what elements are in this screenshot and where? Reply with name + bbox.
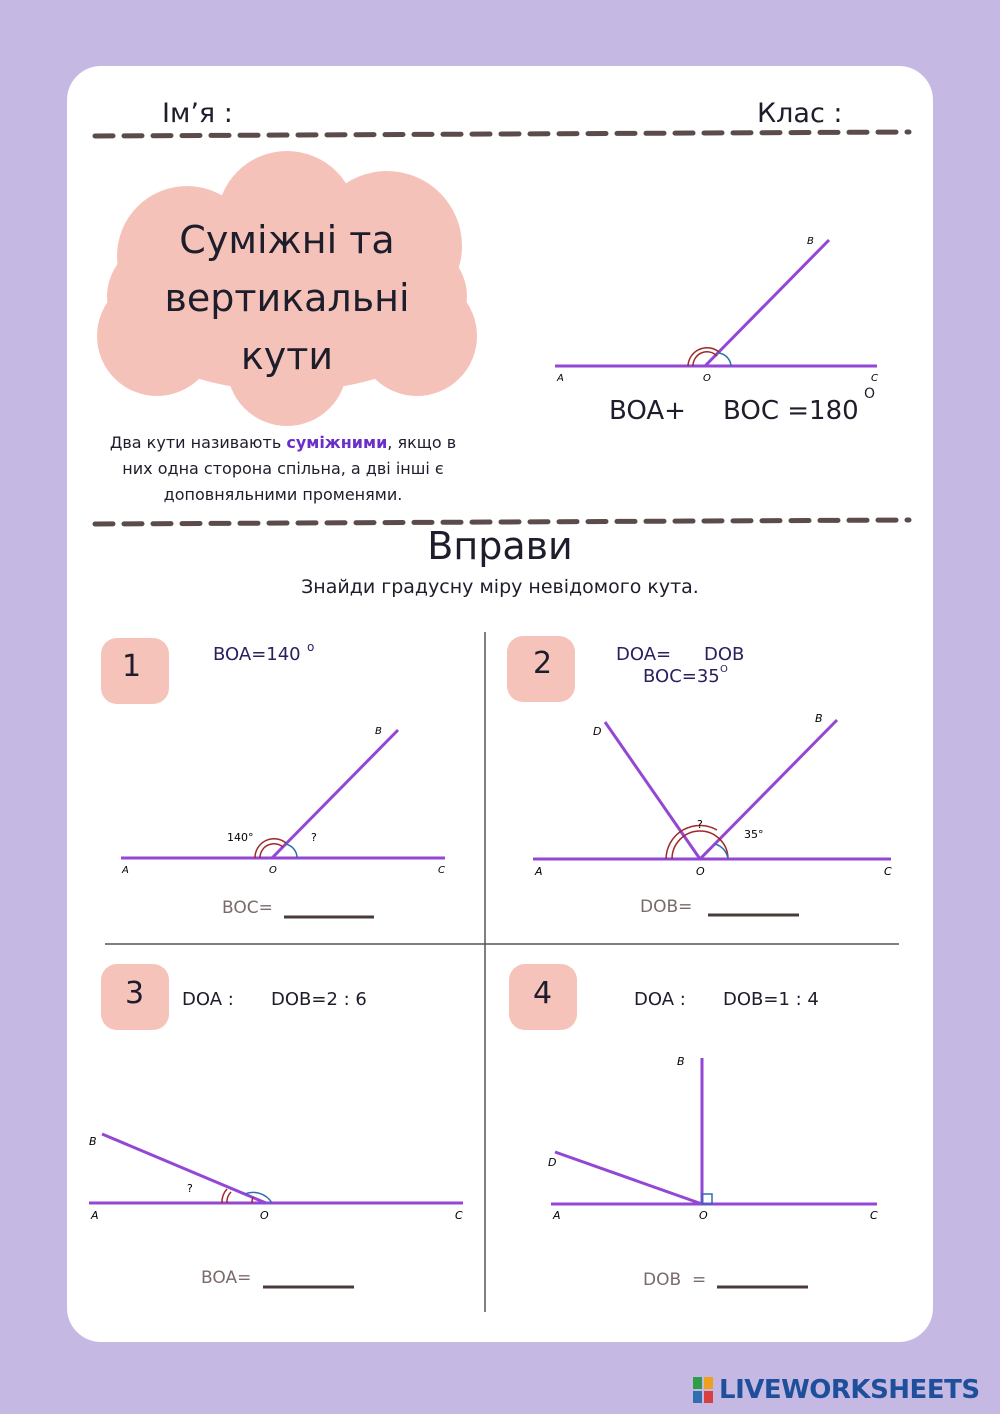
ex2-label-d: D: [593, 725, 602, 738]
page-title: [107, 211, 467, 385]
definition-highlight: суміжними: [286, 433, 388, 452]
ex1-label-a: A: [122, 865, 129, 876]
exercises-title: Вправи: [427, 524, 573, 568]
ex4-label-d: D: [548, 1156, 557, 1169]
name-label: Ім’я :: [162, 98, 233, 129]
ex1-label-c: C: [438, 865, 445, 876]
ex3-label-b: B: [89, 1135, 97, 1148]
ex1-label-b: B: [375, 726, 382, 737]
ex1-answer-label: BOC=: [222, 898, 273, 918]
ex2-given-left: DOA=: [616, 644, 672, 665]
ex1-diagram: [121, 726, 445, 876]
ex2-label-b: B: [815, 712, 823, 725]
ex4-number: 4: [533, 976, 553, 1011]
ex1-number: 1: [122, 649, 142, 684]
ex4-answer-label: DOB =: [643, 1270, 707, 1290]
ex1-label-o: O: [269, 865, 277, 876]
ex3-given-left: DOA :: [182, 989, 234, 1010]
ex2-diagram: [533, 712, 892, 878]
header-dashed-line: [95, 132, 909, 136]
intro-diagram: [555, 236, 878, 384]
ex3-diagram: [89, 1134, 463, 1222]
ex3-label-o: O: [260, 1209, 269, 1222]
ex4-diagram: [548, 1055, 878, 1222]
label-c: C: [871, 373, 878, 384]
ex2-given-right: DOB: [704, 644, 745, 665]
class-label: Клас :: [757, 98, 843, 129]
exercises-subtitle: Знайди градусну міру невідомого кута.: [301, 576, 699, 598]
ex1-unknown: ?: [311, 831, 317, 844]
ex4-label-o: O: [699, 1209, 708, 1222]
ex2-unknown: ?: [697, 818, 703, 831]
ex1-degree: o: [307, 640, 315, 654]
formula-left: BOA+: [609, 396, 686, 426]
title-line-2: вертикальні: [164, 276, 410, 320]
ex3-unknown: ?: [187, 1182, 193, 1195]
label-o: O: [703, 373, 711, 384]
label-b: B: [807, 236, 814, 247]
ex3-given-right: DOB=2 : 6: [271, 989, 367, 1010]
worksheet-card: [67, 66, 933, 1342]
ex1-given: BOA=140: [213, 644, 301, 665]
formula-degree: O: [864, 386, 876, 402]
ex2-degree: O: [720, 664, 728, 675]
ex4-label-a: A: [553, 1209, 561, 1222]
formula-right: BOC =180: [723, 396, 859, 426]
label-a: A: [557, 373, 564, 384]
liveworksheets-logo[interactable]: [693, 1375, 980, 1405]
ex2-given-2: BOC=35: [643, 666, 720, 687]
ex2-number: 2: [533, 646, 553, 681]
definition-before: Два кути називають: [109, 433, 287, 452]
ex2-angle-label: 35°: [744, 828, 764, 841]
ex2-label-o: O: [696, 865, 705, 878]
title-line-3: кути: [240, 334, 334, 378]
ex2-answer-label: DOB=: [640, 897, 693, 917]
ex4-label-c: C: [870, 1209, 878, 1222]
definition-text: [97, 430, 469, 508]
ex3-label-a: A: [91, 1209, 99, 1222]
ex4-given-left: DOA :: [634, 989, 686, 1010]
ex3-label-c: C: [455, 1209, 463, 1222]
ex4-given-right: DOB=1 : 4: [723, 989, 819, 1010]
ex3-answer-label: BOA=: [201, 1268, 252, 1288]
logo-blocks-icon: [693, 1377, 715, 1403]
ex4-label-b: B: [677, 1055, 685, 1068]
ex2-label-c: C: [884, 865, 892, 878]
ex2-label-a: A: [535, 865, 543, 878]
ex1-angle-label: 140°: [227, 831, 254, 844]
title-line-1: Суміжні та: [179, 218, 395, 262]
logo-text: LIVEWORKSHEETS: [719, 1375, 980, 1405]
definition-after: , якщо в них одна сторона спільна, а дві інші є доповняльними променями.: [122, 433, 457, 504]
ex3-number: 3: [125, 976, 145, 1011]
